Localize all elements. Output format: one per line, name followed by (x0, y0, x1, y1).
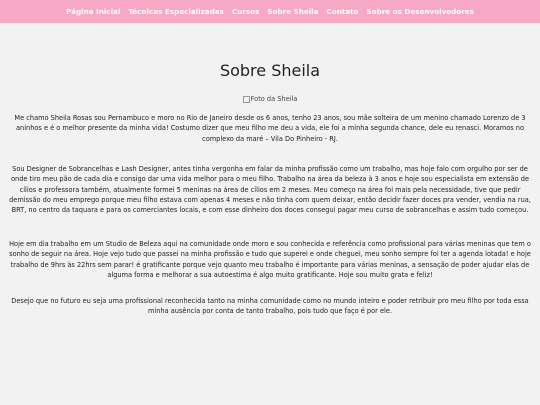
bio-paragraph-today: Hoje em dia trabalho em um Studio de Beleza aqui na comunidade onde moro e sou conhecida e referência como profissional para várias meninas que tem o sonho de seguir na área. Hoje vejo tudo que passei na minha profissão e tudo que superei e onde cheguei, meu sonho sempre foi ter a agenda lotada! e hoje trabalho de 9hrs às 22hrs sem parar! é gratificante porque vejo quanto meu trabalho é importante para várias meninas, a sensação de poder ajudar elas de alguma forma e melhorar a sua autoestima é algo muito gratificante. Hoje sou muito grata e feliz! (9, 240, 531, 279)
bio-paragraph-career: Sou Designer de Sobrancelhas e Lash Designer, antes tinha vergonha em falar da minha profissão como um trabalho, mas hoje falo com orgulho por ser de onde tiro meu pão de cada dia e consigo dar uma vida melhor para o meu filho. Trabalho na área da beleza à 3 anos e hoje sou especialista em extensão de cílios e professora também, atualmente formei 5 meninas na área de cílios em 2 meses. Meu começo na área foi mais pela necessidade, tive que pedir demissão do meu emprego porque meu filho estava com apenas 4 meses e não tinha com quem deixar, então decidir fazer doces pra vender, vendia na rua, BRT, no centro da taquara e para os comerciantes locais, e com esse dinheiro dos doces consegui pagar meu curso de sobrancelhas e assim tudo começou. (9, 165, 531, 215)
broken-image-icon (243, 96, 250, 103)
page-title: Sobre Sheila (219, 61, 321, 80)
nav-link-cursos[interactable]: Cursos (231, 7, 260, 16)
bio-paragraph-future: Desejo que no futuro eu seja uma profissional reconhecida tanto na minha comunidade como no mundo inteiro e poder retribuir pro meu filho por toda essa minha ausência por conta de tanto trabalho, pois tudo que faço é por ele. (11, 297, 529, 316)
bio-paragraph-intro: Me chamo Sheila Rosas sou Pernambuco e moro no Rio de Janeiro desde os 6 anos, tenho 23 anos, sou mãe solteira de um menino chamado Lorenzo de 3 aninhos e é o melhor presente da minha vida! Costumo dizer que meu filho me deu a vida, ele foi a minha segunda chance, dele eu renasci. Moramos no complexo da maré – Vila Do Pinheiro - RJ. (14, 114, 526, 143)
nav-link-sobre-desenvolvedores[interactable]: Sobre os Desenvolvedores (366, 7, 474, 16)
top-navbar (0, 0, 540, 23)
nav-link-sobre-sheila[interactable]: Sobre Sheila (267, 7, 319, 16)
photo-alt-text: Foto da Sheila (250, 95, 298, 103)
nav-link-contato[interactable]: Contato (326, 7, 359, 16)
sheila-photo (0, 95, 540, 103)
main-content (0, 23, 540, 405)
nav-link-tecnicas-especializadas[interactable]: Técnicas Especializadas (128, 7, 224, 16)
nav-link-pagina-inicial[interactable]: Página Inicial (66, 7, 121, 16)
